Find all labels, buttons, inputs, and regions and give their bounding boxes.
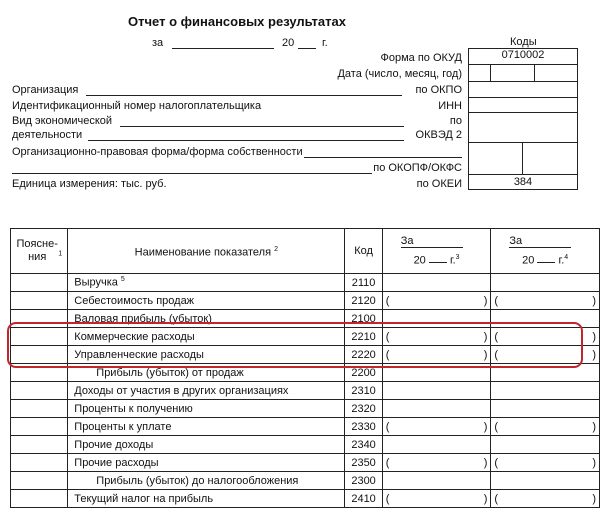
unit-label: Единица измерения: тыс. руб.	[12, 178, 167, 190]
inn-label: ИНН	[438, 100, 462, 112]
year-line	[298, 48, 316, 49]
close-bracket: )	[592, 492, 596, 505]
value-cell-period2[interactable]	[491, 472, 600, 490]
activity-label-1: Вид экономической	[12, 115, 113, 127]
open-bracket: (	[494, 330, 499, 343]
indicator-name-cell	[68, 472, 345, 490]
indicator-name: Прибыль (убыток) до налогообложения	[96, 474, 299, 487]
value-cell-period1[interactable]	[382, 418, 491, 436]
notes-cell	[11, 292, 68, 310]
period2-sup: 4	[564, 253, 569, 261]
negative-value-brackets	[383, 421, 491, 433]
open-bracket: (	[494, 348, 499, 361]
open-bracket: (	[385, 420, 390, 433]
indicator-name-cell	[68, 400, 345, 418]
table-row	[11, 400, 600, 418]
notes-cell	[11, 472, 68, 490]
code-cell: 2330	[345, 418, 382, 436]
inn-full-label: Идентификационный номер налогоплательщика	[12, 100, 262, 112]
open-bracket: (	[385, 492, 390, 505]
code-cell: 2300	[345, 472, 382, 490]
close-bracket: )	[483, 330, 488, 343]
value-cell-period2[interactable]	[491, 436, 600, 454]
negative-value-brackets	[491, 457, 599, 469]
open-bracket: (	[494, 294, 499, 307]
col-notes-sup: 1	[58, 250, 63, 258]
open-bracket: (	[494, 492, 499, 505]
codes-row-line	[468, 174, 578, 175]
code-cell: 2350	[345, 454, 382, 472]
negative-value-brackets	[491, 295, 599, 307]
po-label: по	[449, 115, 462, 127]
close-bracket: )	[592, 456, 596, 469]
value-cell-period1[interactable]	[382, 490, 491, 508]
indicator-name: Доходы от участия в других организациях	[74, 384, 289, 397]
table-row	[11, 418, 600, 436]
legal-form-label: Организационно-правовая форма/форма собственности	[12, 146, 303, 158]
codes-divider	[490, 65, 491, 81]
close-bracket: )	[483, 294, 488, 307]
table-row	[11, 274, 600, 292]
close-bracket: )	[483, 492, 488, 505]
open-bracket: (	[385, 294, 390, 307]
table-row	[11, 436, 600, 454]
code-cell: 2220	[345, 346, 382, 364]
indicator-name-cell	[68, 274, 345, 292]
indicator-name: Валовая прибыль (убыток)	[74, 312, 212, 325]
close-bracket: )	[483, 348, 488, 361]
negative-value-brackets	[383, 295, 491, 307]
notes-cell	[11, 382, 68, 400]
legal-form-line	[304, 157, 462, 158]
notes-cell	[11, 274, 68, 292]
codes-divider	[534, 65, 535, 81]
okei-label: по ОКЕИ	[416, 178, 462, 190]
value-cell-period1[interactable]	[382, 436, 491, 454]
indicator-name: Прочие расходы	[74, 456, 159, 469]
table-row	[11, 382, 600, 400]
open-bracket: (	[494, 456, 499, 469]
col-period2-header	[491, 229, 600, 274]
table-body	[11, 274, 600, 508]
indicator-name-cell	[68, 418, 345, 436]
indicator-name: Проценты к уплате	[74, 420, 172, 433]
period1-sup: 3	[455, 253, 460, 261]
close-bracket: )	[592, 420, 596, 433]
period2-prefix: За	[509, 234, 523, 247]
open-bracket: (	[385, 348, 390, 361]
negative-value-brackets	[383, 493, 491, 505]
close-bracket: )	[483, 456, 488, 469]
period2-g: г.	[558, 254, 565, 267]
codes-row-line	[468, 112, 578, 113]
code-cell: 2340	[345, 436, 382, 454]
col-name-header	[68, 229, 345, 274]
highlight-frame	[7, 322, 583, 368]
code-cell: 2100	[345, 310, 382, 328]
value-cell-period2[interactable]	[491, 400, 600, 418]
code-cell: 2310	[345, 382, 382, 400]
period2-year: 20	[522, 254, 535, 267]
table-row	[11, 490, 600, 508]
open-bracket: (	[385, 330, 390, 343]
okopf-label: по ОКОПФ/ОКФС	[373, 162, 462, 174]
indicator-name: Текущий налог на прибыль	[74, 492, 214, 505]
indicator-name: Прибыль (убыток) от продаж	[96, 366, 244, 379]
codes-box	[468, 48, 578, 190]
period1-year: 20	[413, 254, 426, 267]
okud-code: 0710002	[468, 48, 578, 65]
value-cell-period2[interactable]	[491, 490, 600, 508]
notes-cell	[11, 436, 68, 454]
code-cell: 2120	[345, 292, 382, 310]
close-bracket: )	[592, 330, 596, 343]
codes-title: Коды	[510, 36, 537, 48]
year-prefix: 20	[282, 37, 295, 49]
period1-g: г.	[449, 254, 456, 267]
period1-prefix: За	[400, 234, 414, 247]
value-cell-period1[interactable]	[382, 400, 491, 418]
value-cell-period2[interactable]	[491, 382, 600, 400]
codes-row-line	[468, 97, 578, 98]
indicator-name-cell	[68, 292, 345, 310]
indicator-name: Проценты к получению	[74, 402, 193, 415]
negative-value-brackets	[491, 493, 599, 505]
table-row	[11, 454, 600, 472]
value-cell-period2[interactable]	[491, 274, 600, 292]
indicator-name: Выручка	[74, 276, 118, 289]
code-cell: 2110	[345, 274, 382, 292]
date-label: Дата (число, месяц, год)	[337, 68, 462, 80]
period-line	[172, 48, 274, 49]
okei-code: 384	[513, 176, 533, 188]
table-row	[11, 292, 600, 310]
indicator-name: Себестоимость продаж	[74, 294, 195, 307]
notes-cell	[11, 418, 68, 436]
indicator-name: Управленческие расходы	[74, 348, 204, 361]
value-cell-period1[interactable]	[382, 274, 491, 292]
code-cell: 2320	[345, 400, 382, 418]
code-cell: 2410	[345, 490, 382, 508]
open-bracket: (	[494, 420, 499, 433]
activity-label-2: деятельности	[12, 129, 83, 141]
value-cell-period1[interactable]	[382, 382, 491, 400]
notes-cell	[11, 490, 68, 508]
col-name-sup: 2	[274, 245, 279, 253]
value-cell-period1[interactable]	[382, 454, 491, 472]
negative-value-brackets	[491, 421, 599, 433]
col-code-header: Код	[345, 229, 382, 274]
okved-label: ОКВЭД 2	[415, 129, 462, 141]
value-cell-period1[interactable]	[382, 472, 491, 490]
col-name-text: Наименование показателя	[134, 246, 272, 259]
open-bracket: (	[385, 456, 390, 469]
indicator-name: Коммерческие расходы	[74, 330, 195, 343]
year-suffix: г.	[322, 37, 328, 49]
codes-row-line	[468, 81, 578, 82]
org-line	[86, 95, 402, 96]
indicator-sup: 5	[120, 276, 125, 284]
okpo-label: по ОКПО	[415, 84, 462, 96]
close-bracket: )	[592, 348, 596, 361]
code-cell: 2200	[345, 364, 382, 382]
notes-cell	[11, 400, 68, 418]
negative-value-brackets	[383, 457, 491, 469]
activity-line	[88, 140, 404, 141]
indicator-name-cell	[68, 436, 345, 454]
table-row	[11, 472, 600, 490]
indicator-name: Прочие доходы	[74, 438, 154, 451]
value-cell-period1[interactable]	[382, 292, 491, 310]
indicator-name-cell	[68, 454, 345, 472]
table-header-row	[11, 229, 600, 274]
period-prefix: за	[152, 37, 164, 49]
codes-divider	[522, 142, 523, 174]
col-notes-header	[11, 229, 68, 274]
indicator-name-cell	[68, 490, 345, 508]
close-bracket: )	[483, 420, 488, 433]
value-cell-period2[interactable]	[491, 292, 600, 310]
indicator-name-cell	[68, 382, 345, 400]
financial-results-table	[10, 228, 600, 508]
value-cell-period2[interactable]	[491, 454, 600, 472]
report-title: Отчет о финансовых результатах	[128, 14, 346, 29]
org-label: Организация	[12, 84, 79, 96]
col-notes-text: Поясне-ния	[16, 238, 58, 263]
col-period1-header	[382, 229, 491, 274]
okud-label: Форма по ОКУД	[380, 52, 462, 64]
legal-form-line-2	[12, 173, 372, 174]
codes-row-line	[468, 142, 578, 143]
value-cell-period2[interactable]	[491, 418, 600, 436]
close-bracket: )	[592, 294, 596, 307]
code-cell: 2210	[345, 328, 382, 346]
activity-line	[120, 126, 404, 127]
notes-cell	[11, 454, 68, 472]
